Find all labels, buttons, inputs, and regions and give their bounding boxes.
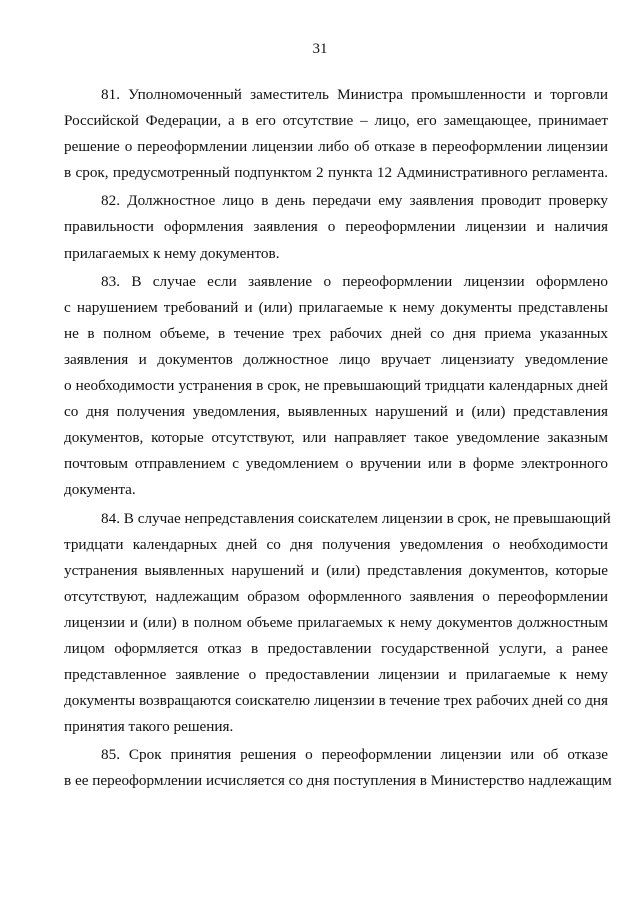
paragraph-line: принятия такого решения.: [64, 718, 234, 736]
paragraph-line: в срок, предусмотренный подпунктом 2 пункта 12 Административного регламента.: [64, 164, 608, 182]
paragraph-line: лицензии и (или) в полном объеме прилагаемых к нему документов должностным: [64, 613, 608, 631]
paragraph-line: лицом оформляется отказ в предоставлении государственной услуги, а ранее: [64, 639, 608, 657]
paragraph-line: отсутствуют, надлежащим образом оформленного заявления о переоформлении: [64, 587, 608, 605]
paragraph-line: 85. Срок принятия решения о переоформлении лицензии или об отказе: [101, 746, 608, 764]
paragraph-line: 84. В случае непредставления соискателем лицензии в срок, не превышающий: [101, 509, 611, 527]
paragraph-line: заявления и документов должностное лицо вручает лицензиату уведомление: [64, 350, 608, 368]
paragraph-82: [64, 188, 608, 266]
paragraph-line: тридцати календарных дней со дня получения уведомления о необходимости: [64, 535, 608, 553]
paragraph-line: 83. В случае если заявление о переоформлении лицензии оформлено: [101, 272, 608, 290]
paragraph-line: о необходимости устранения в срок, не превышающий тридцати календарных дней: [64, 377, 608, 395]
paragraph-line: устранения выявленных нарушений и (или) представления документов, которые: [64, 561, 608, 579]
page-number: 31: [312, 41, 328, 57]
paragraph-line: правильности оформления заявления о переоформлении лицензии и наличия: [64, 218, 608, 236]
paragraph-line: документа.: [64, 481, 136, 499]
paragraph-line: документы возвращаются соискателю лицензии в течение трех рабочих дней со дня: [64, 692, 609, 710]
document-body: [64, 82, 612, 795]
paragraph-line: в ее переоформлении исчисляется со дня поступления в Министерство надлежащим: [64, 772, 612, 790]
paragraph-line: прилагаемых к нему документов.: [64, 244, 280, 262]
paragraph-85: [64, 742, 612, 794]
paragraph-84: [64, 506, 611, 741]
paragraph-81: [64, 82, 608, 186]
paragraph-line: с нарушением требований и (или) прилагаемые к нему документы представлены: [64, 298, 608, 316]
paragraph-83: [64, 269, 608, 504]
paragraph-line: не в полном объеме, в течение трех рабочих дней со дня приема указанных: [64, 324, 608, 342]
paragraph-line: со дня получения уведомления, выявленных нарушений и (или) представления: [64, 403, 608, 421]
paragraph-line: почтовым отправлением с уведомлением о вручении или в форме электронного: [64, 455, 608, 473]
paragraph-line: 81. Уполномоченный заместитель Министра промышленности и торговли: [101, 86, 608, 103]
paragraph-line: представленное заявление о предоставлении лицензии и прилагаемые к нему: [64, 666, 608, 684]
paragraph-line: 82. Должностное лицо в день передачи ему заявления проводит проверку: [101, 192, 608, 210]
paragraph-line: документов, которые отсутствуют, или направляет такое уведомление заказным: [64, 429, 608, 447]
paragraph-line: Российской Федерации, а в его отсутствие – лицо, его замещающее, принимает: [64, 112, 608, 130]
paragraph-line: решение о переоформлении лицензии либо об отказе в переоформлении лицензии: [64, 138, 608, 156]
